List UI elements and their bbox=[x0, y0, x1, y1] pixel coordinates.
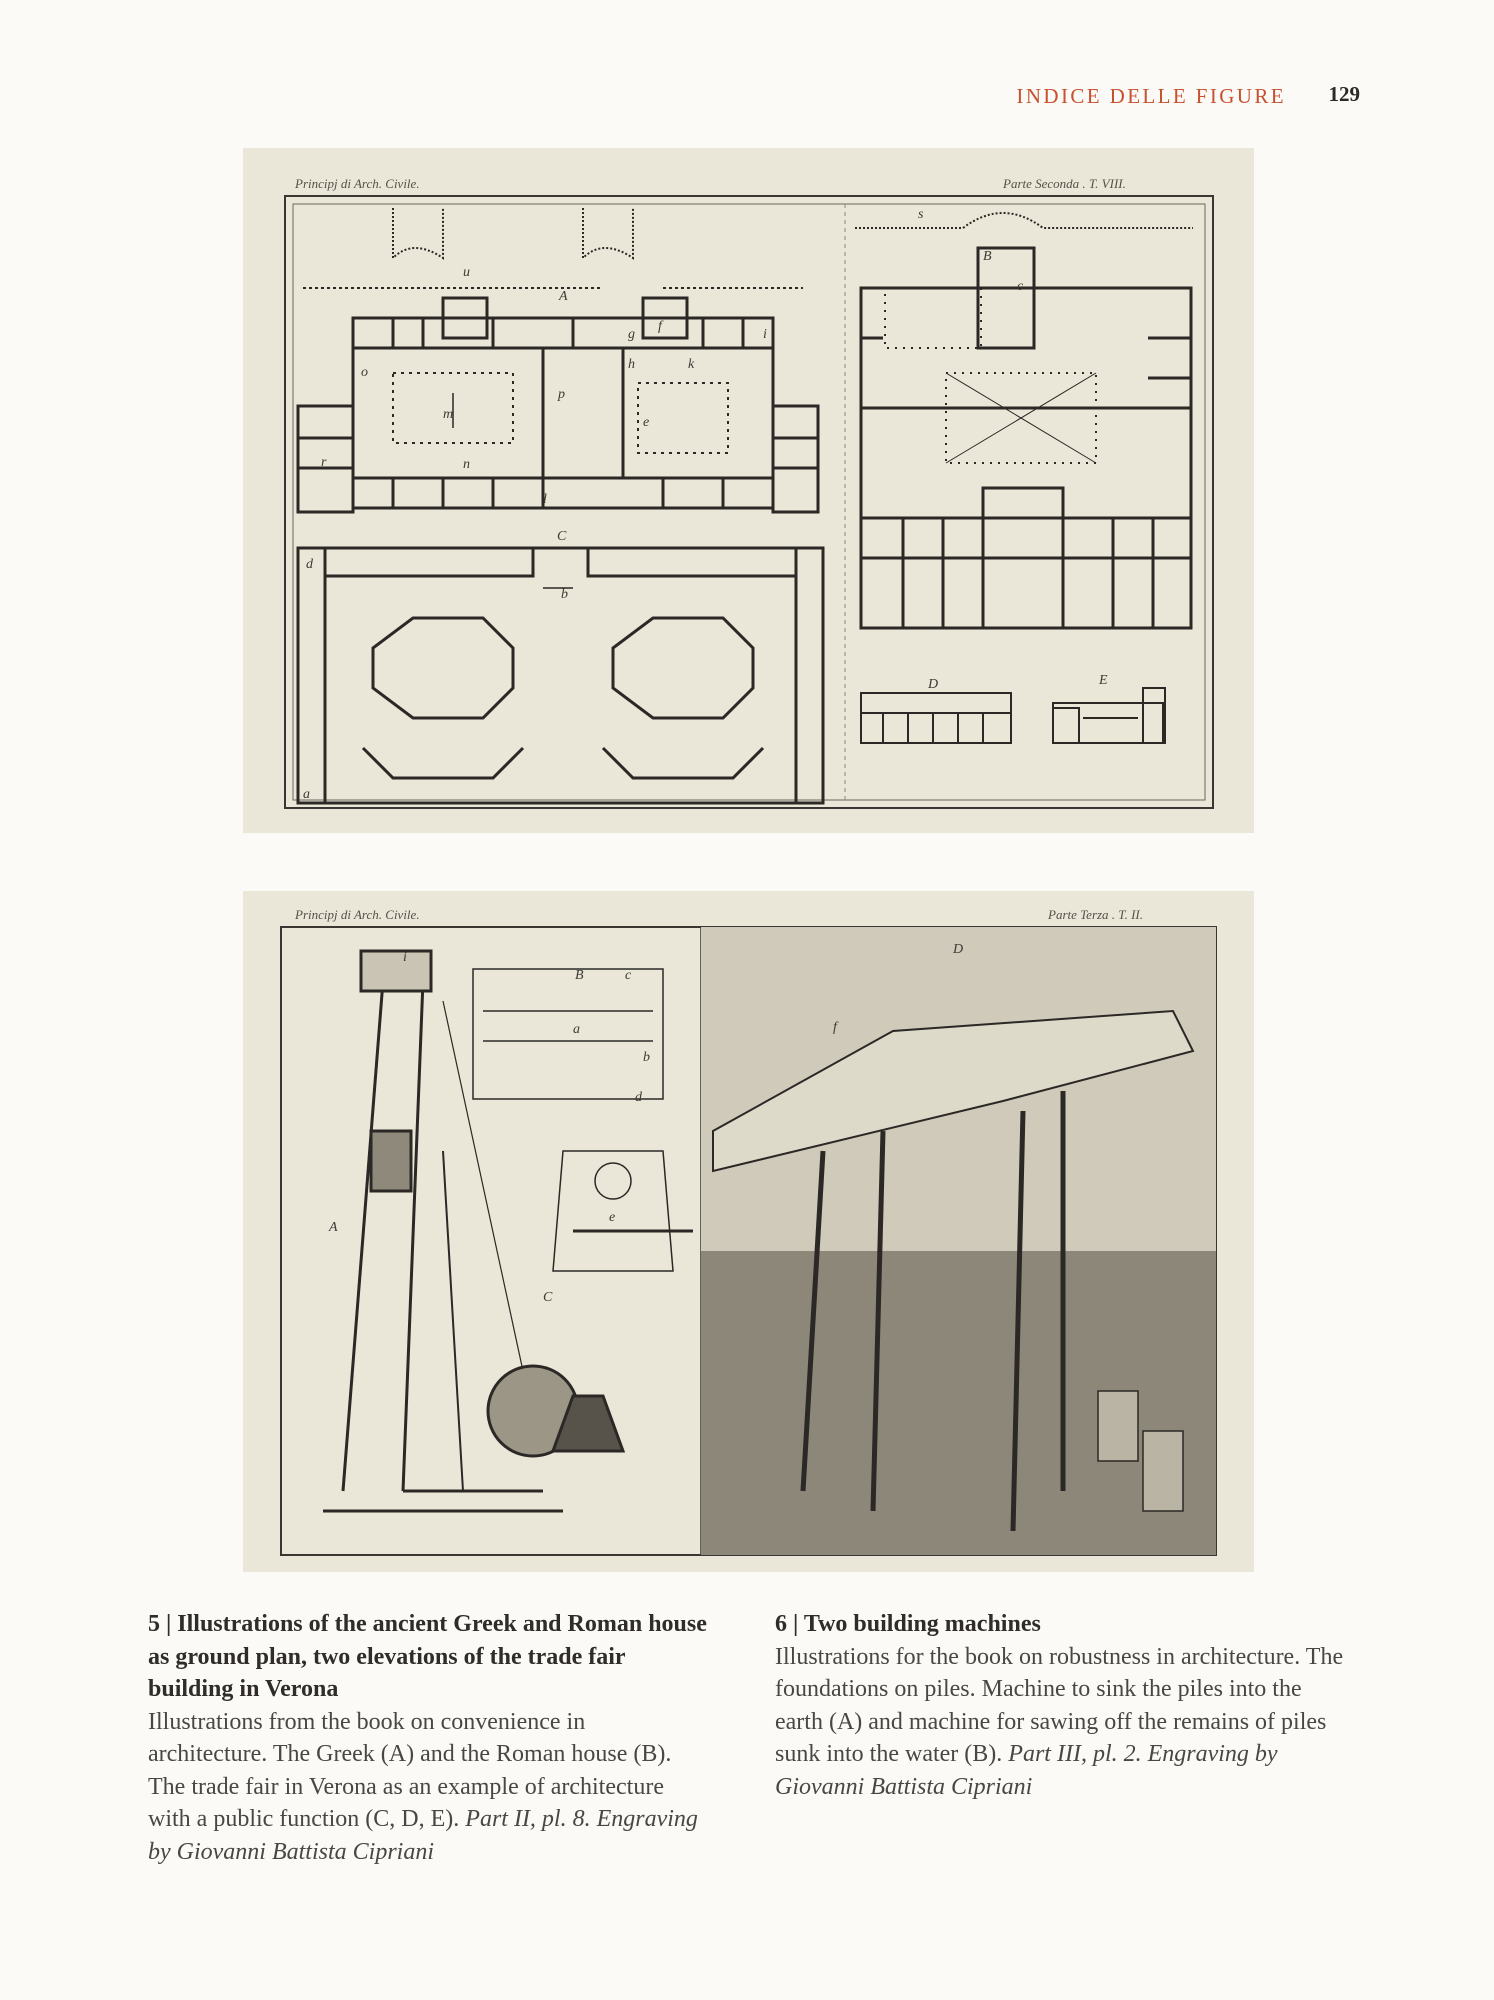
plate-label-e: e bbox=[609, 1210, 616, 1225]
plate-header-right: Parte Seconda . T. VIII. bbox=[1003, 176, 1126, 191]
plate-label-l: l bbox=[543, 492, 547, 507]
running-title: INDICE DELLE FIGURE bbox=[1016, 84, 1286, 108]
caption-credit: Part III, pl. 2. Engraving by Giovanni Battista Cipriani bbox=[775, 1741, 1278, 1800]
plate-label-h: h bbox=[628, 357, 635, 372]
detail-c bbox=[553, 1151, 693, 1271]
plate-label-g: g bbox=[628, 327, 635, 342]
plate-label-m: m bbox=[443, 407, 454, 422]
plate-header-left: Principj di Arch. Civile. bbox=[295, 176, 420, 191]
running-head bbox=[940, 80, 1360, 110]
plate-label-C: C bbox=[557, 529, 567, 544]
sawing-machine bbox=[701, 927, 1216, 1555]
plate-label-a: a bbox=[303, 787, 310, 802]
machines-engraving bbox=[243, 891, 1254, 1572]
plate-label-f: f bbox=[658, 319, 662, 334]
caption-title: 5 | Illustrations of the ancient Greek and Roman house as ground plan, two elevations of the trade fair building in Verona bbox=[148, 1611, 707, 1702]
plate-label-D: D bbox=[953, 942, 964, 957]
ground-plan-engraving bbox=[243, 148, 1254, 833]
plate-building-machines bbox=[243, 891, 1254, 1572]
plate-label-d: d bbox=[306, 557, 313, 572]
plate-label-n: n bbox=[463, 457, 470, 472]
plate-header-left: Principj di Arch. Civile. bbox=[295, 907, 420, 922]
plate-label-r: r bbox=[321, 455, 327, 470]
caption-text: Illustrations for the book on robustness in architecture. The foundations on piles. Machine to sink the piles into the earth (A) and machine for sawing off the remains of piles sunk into the water (B). bbox=[775, 1643, 1344, 1767]
plate-label-c: c bbox=[625, 968, 632, 983]
plate-label-u: u bbox=[463, 265, 470, 280]
greek-house-plan bbox=[298, 208, 818, 512]
plate-label-A: A bbox=[329, 1220, 338, 1235]
elevation-d bbox=[861, 693, 1011, 743]
caption-text: Illustrations from the book on convenience in architecture. The Greek (A) and the Roman house (B). The trade fair in Verona as an example of architecture with a public function (C, D, E). bbox=[148, 1708, 672, 1832]
caption-body bbox=[148, 1706, 708, 1869]
plate-label-D: D bbox=[928, 677, 939, 692]
plate-label-s: s bbox=[918, 207, 924, 222]
caption-figure-6 bbox=[775, 1608, 1355, 1803]
caption-body bbox=[775, 1641, 1355, 1804]
plate-label-i: i bbox=[763, 327, 767, 342]
plate-inner-frame bbox=[293, 204, 1205, 800]
plate-label-B: B bbox=[575, 968, 584, 983]
plate-label-C: C bbox=[543, 1290, 553, 1305]
plate-label-b: b bbox=[643, 1050, 650, 1065]
plate-label-c: c bbox=[1017, 279, 1024, 294]
plate-label-A: A bbox=[559, 289, 568, 304]
plate-label-b: b bbox=[561, 587, 568, 602]
elevation-e bbox=[1053, 688, 1165, 743]
plate-header-right: Parte Terza . T. II. bbox=[1048, 907, 1143, 922]
plate-label-f: f bbox=[833, 1020, 837, 1035]
plate-label-E: E bbox=[1099, 673, 1108, 688]
plate-label-o: o bbox=[361, 365, 368, 380]
page-number: 129 bbox=[1328, 82, 1360, 106]
roman-house-plan bbox=[855, 213, 1193, 628]
caption-figure-5 bbox=[148, 1608, 708, 1868]
plate-label-e: e bbox=[643, 415, 650, 430]
plate-label-k: k bbox=[688, 357, 695, 372]
caption-credit: Part II, pl. 8. Engraving by Giovanni Battista Cipriani bbox=[148, 1806, 698, 1865]
caption-title: 6 | Two building machines bbox=[775, 1611, 1041, 1637]
plate-label-d: d bbox=[635, 1090, 642, 1105]
plate-ground-plans bbox=[243, 148, 1254, 833]
plate-label-p: p bbox=[558, 387, 565, 402]
plate-label-B: B bbox=[983, 249, 992, 264]
plate-label-a: a bbox=[573, 1022, 580, 1037]
plate-label-i: i bbox=[403, 950, 407, 965]
detail-b bbox=[473, 969, 663, 1099]
